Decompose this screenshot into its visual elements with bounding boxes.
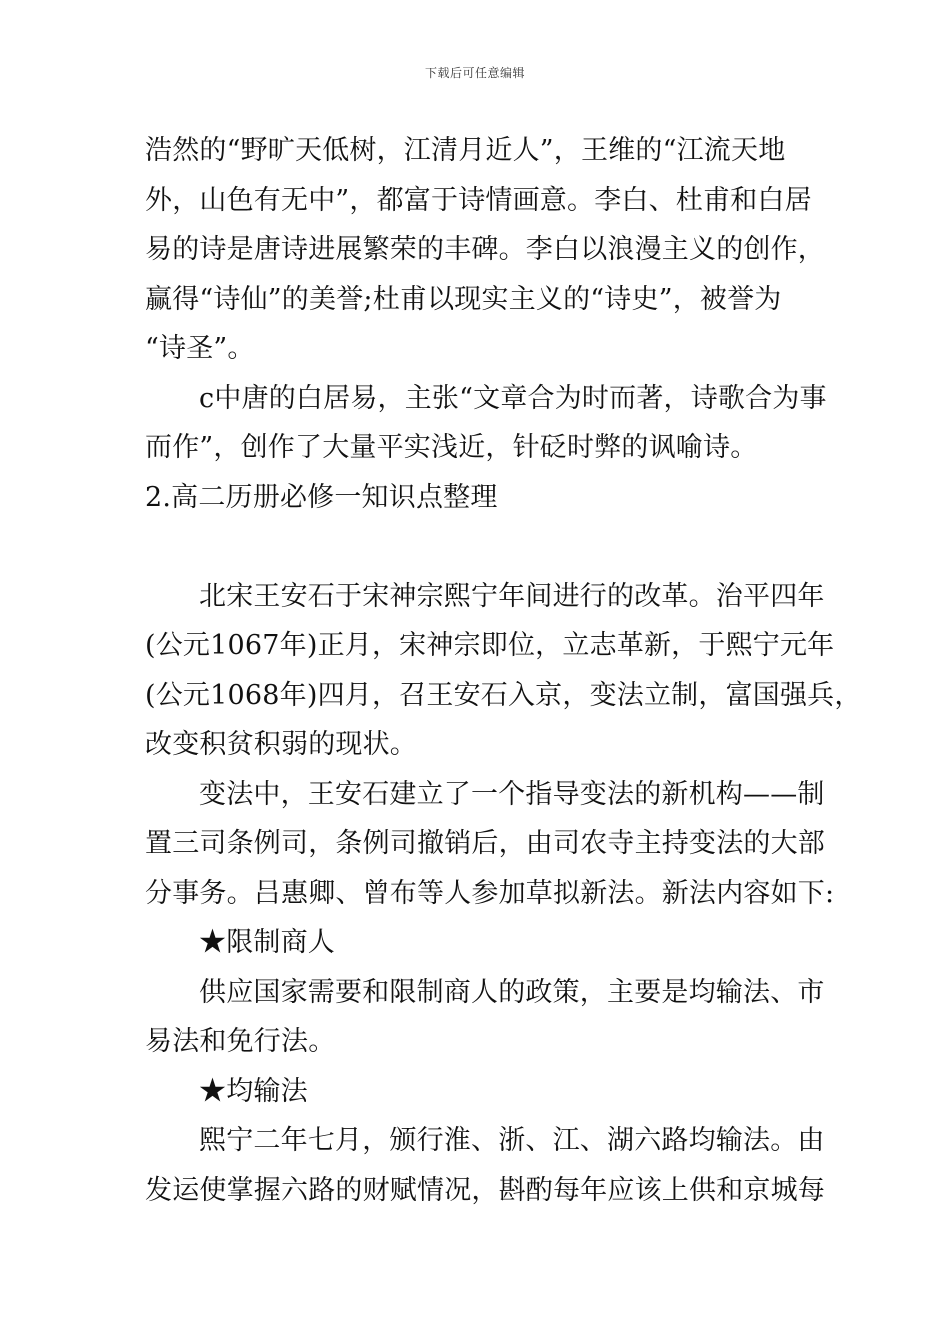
text-line: (公元1068年)四月，召王安石入京，变法立制，富国强兵，: [145, 679, 862, 711]
paragraph-line: 熙宁二年七月，颁行淮、浙、江、湖六路均输法。由: [199, 1125, 825, 1156]
paragraph-line: c中唐的白居易，主张“文章合为时而著，诗歌合为事: [199, 382, 827, 414]
text-line: “诗圣”。: [145, 333, 255, 364]
subheading-restrict-merchants: ★限制商人: [199, 927, 335, 958]
section-heading: 2.高二历册必修一知识点整理: [145, 481, 498, 513]
blank-line: [145, 522, 825, 572]
text-line: 易的诗是唐诗进展繁荣的丰碑。李白以浪漫主义的创作，: [145, 234, 825, 265]
text-line: 改变积贫积弱的现状。: [145, 729, 417, 760]
paragraph-line: 北宋王安石于宋神宗熙宁年间进行的改革。治平四年: [199, 580, 825, 612]
document-body: [145, 126, 862, 1215]
paragraph-line: 供应国家需要和限制商人的政策，主要是均输法、市: [199, 976, 825, 1008]
text-line: 外，山色有无中”，都富于诗情画意。李白、杜甫和白居: [145, 184, 812, 216]
paragraph-line: 变法中，王安石建立了一个指导变法的新机构——制: [199, 778, 825, 810]
text-line: 浩然的“野旷天低树，江清月近人”，王维的“江流天地: [145, 135, 786, 166]
text-line: (公元1067年)正月，宋神宗即位，立志革新，于熙宁元年: [145, 630, 835, 661]
page-header-note: 下载后可任意编辑: [424, 66, 525, 80]
text-line: 赢得“诗仙”的美誉;杜甫以现实主义的“诗史”，被誉为: [145, 283, 782, 315]
subheading-junshu-law: ★均输法: [199, 1075, 308, 1107]
text-line: 分事务。吕惠卿、曾布等人参加草拟新法。新法内容如下:: [145, 877, 835, 909]
text-line: 易法和免行法。: [145, 1026, 336, 1057]
text-line: 置三司条例司，条例司撤销后，由司农寺主持变法的大部: [145, 828, 825, 859]
text-line: 发运使掌握六路的财赋情况，斟酌每年应该上供和京城每: [145, 1174, 825, 1206]
text-line: 而作”，创作了大量平实浅近，针砭时弊的讽喻诗。: [145, 432, 758, 463]
